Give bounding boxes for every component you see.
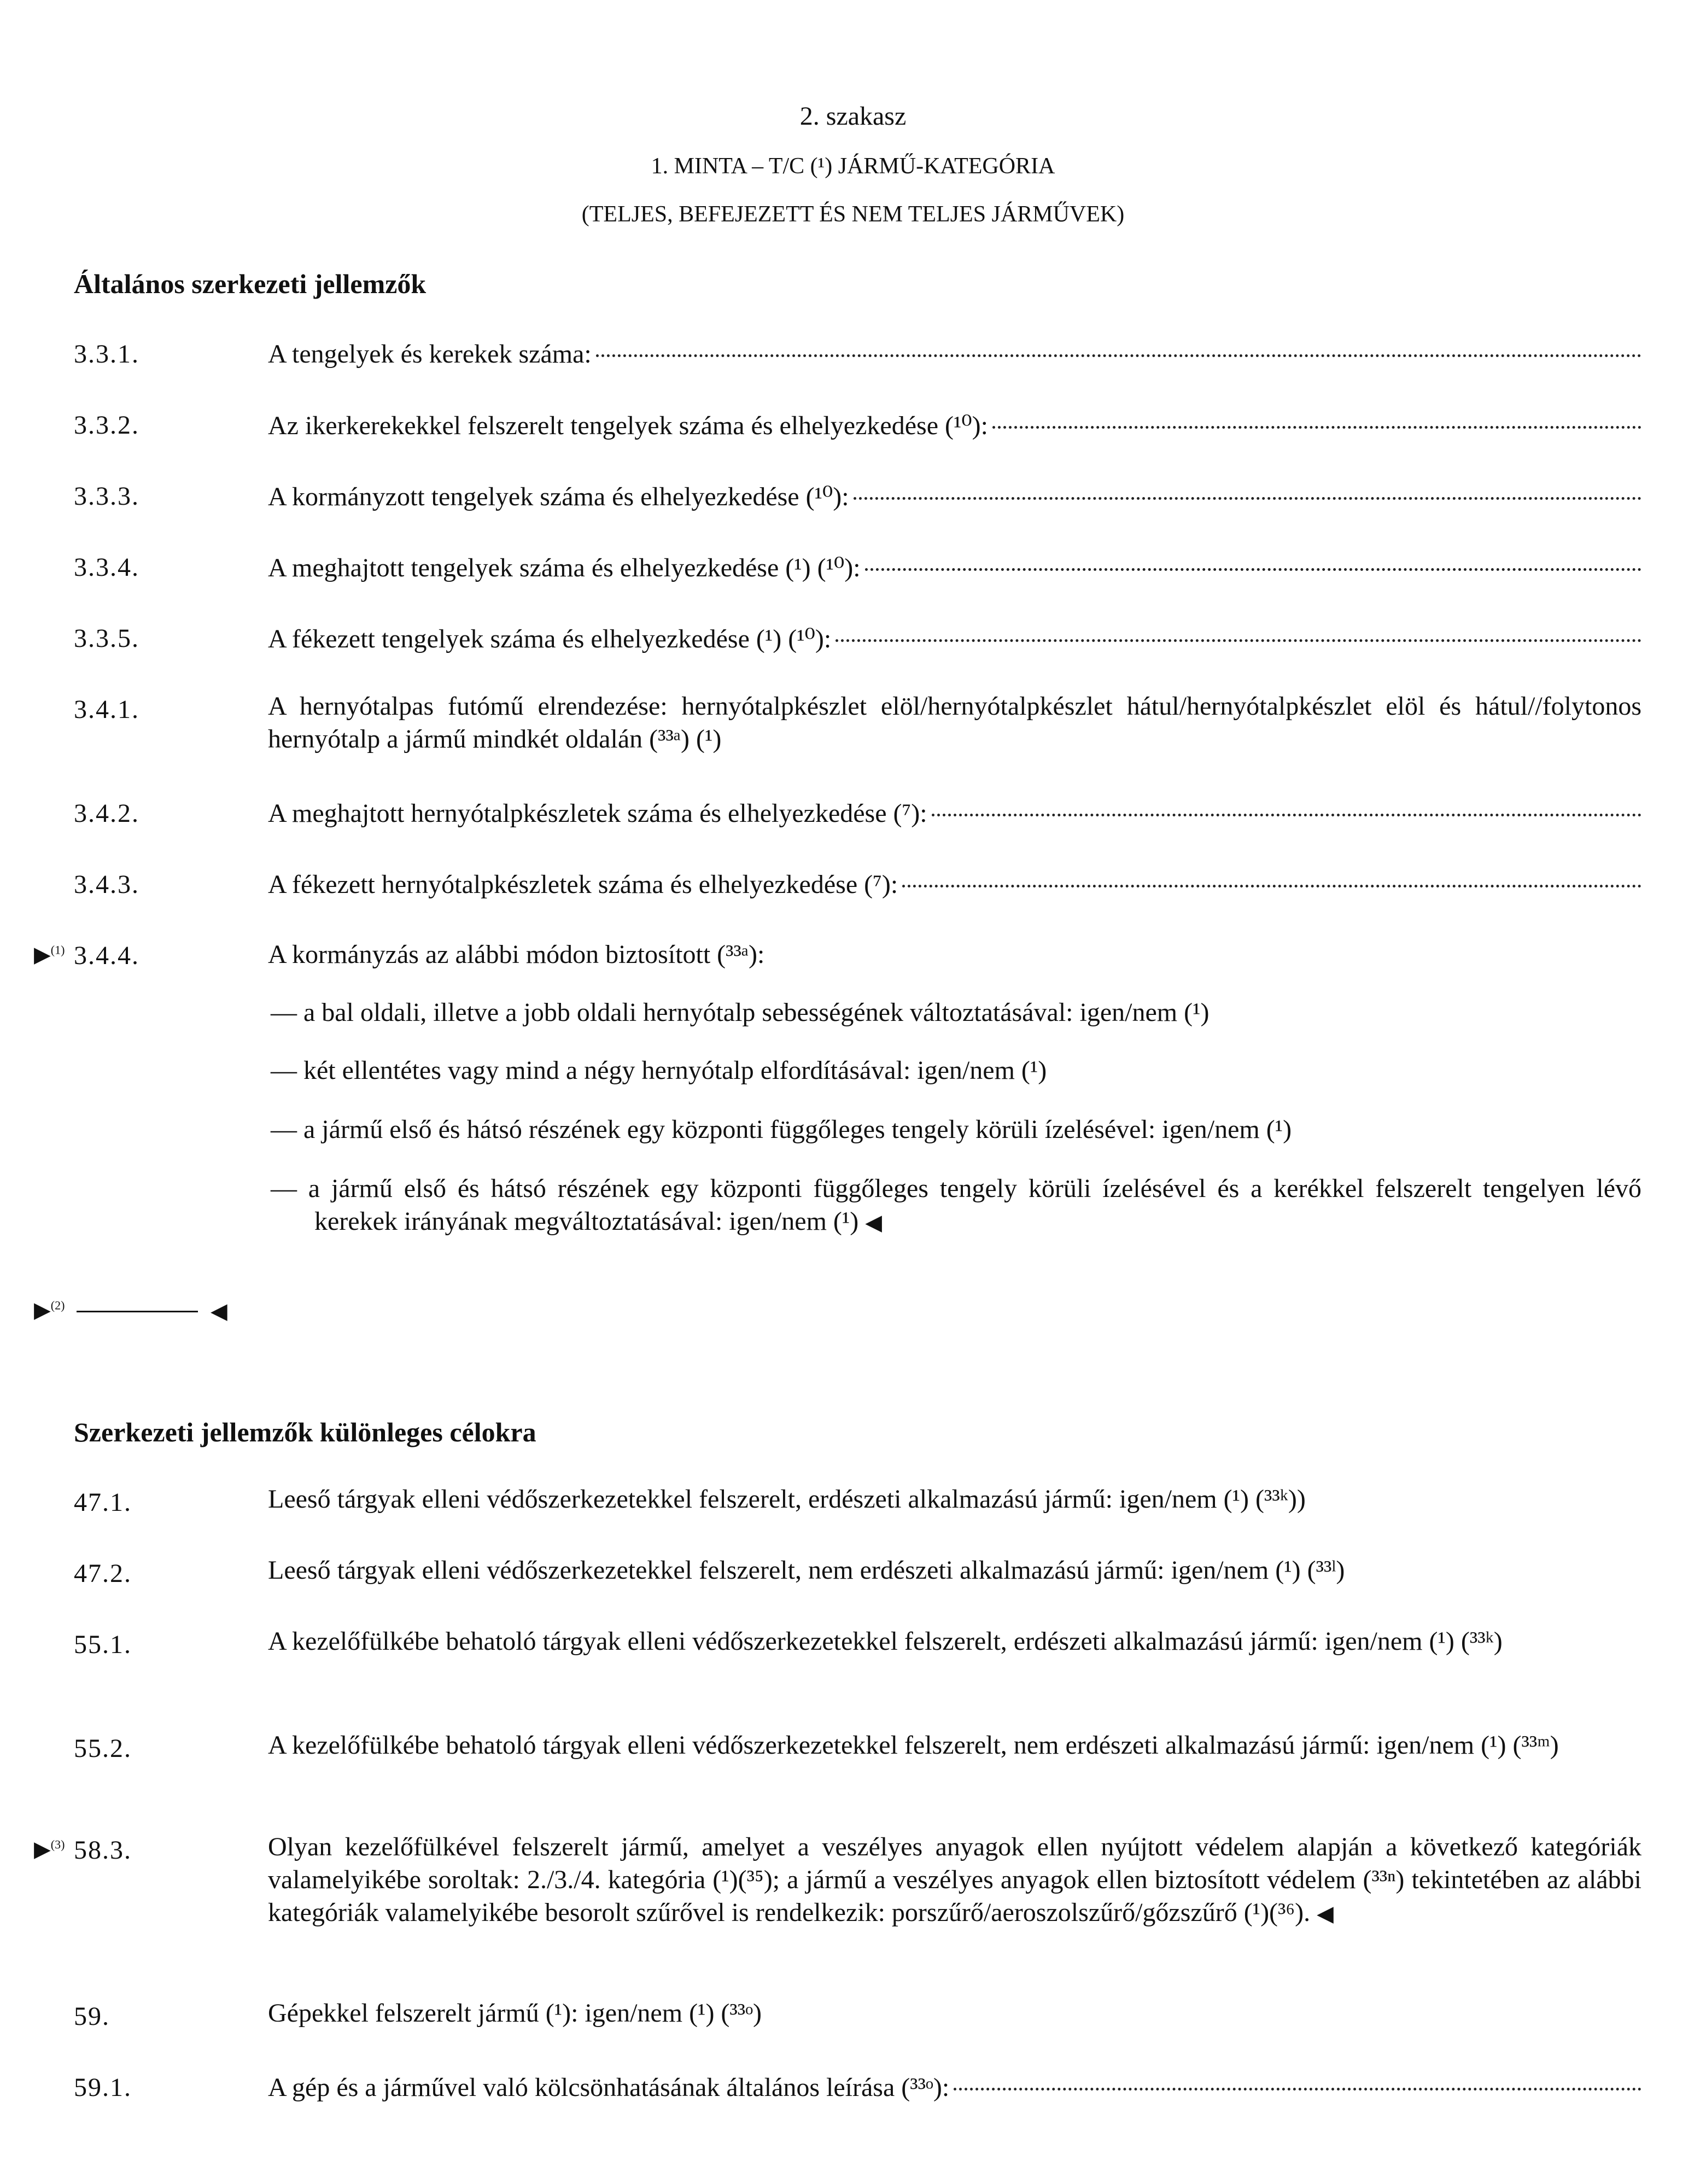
fill-dots [992,426,1641,429]
steering-option: — a jármű első és hátsó részének egy központi függőleges tengely körüli ízelésével: igen/nem (¹) [271,1115,1292,1144]
item-number: 59. [74,2002,110,2031]
item-text: A kormányzás az alábbi módon biztosított (³³ᵃ): [268,940,765,969]
item-text: A kezelőfülkébe behatoló tárgyak elleni védőszerkezetekkel felszerelt, nem erdészeti alkalmazású jármű: igen/nem (¹) (³³ᵐ) [268,1731,1559,1760]
item-number: 47.1. [74,1488,132,1517]
fill-dots [836,639,1641,642]
item-number: 3.3.4. [74,553,139,582]
item-number: 59.1. [74,2073,132,2102]
item-text: Leeső tárgyak elleni védőszerkezetekkel felszerelt, nem erdészeti alkalmazású jármű: igen/nem (¹) (³³ˡ) [268,1556,1345,1585]
item-text: Gépekkel felszerelt jármű (¹): igen/nem (¹) (³³ᵒ) [268,1999,762,2028]
fill-dots [932,814,1641,816]
amendment-end-arrow-icon: ◀ [865,1210,883,1235]
amendment-arrow-icon: ▶ [34,942,51,967]
item-number: 3.3.2. [74,411,139,440]
item-number: 47.2. [74,1559,132,1588]
item-text: A kezelőfülkébe behatoló tárgyak elleni védőszerkezetekkel felszerelt, erdészeti alkalmazású jármű: igen/nem (¹) (³³ᵏ) [268,1627,1503,1656]
fill-dots [596,354,1641,357]
fill-dots [902,885,1641,887]
item-line [268,552,1641,583]
item-number: 3.3.1. [74,340,139,369]
amendment-arrow-icon: ▶ [34,1298,51,1322]
item-number: 3.4.3. [74,870,139,899]
fill-dots [854,497,1641,500]
item-line [268,2072,1641,2103]
amendment-end-arrow-icon: ◀ [1317,1901,1334,1926]
item-number: 55.2. [74,1734,132,1763]
fill-dots [865,568,1641,571]
item-text: A tengelyek és kerekek száma: [268,340,592,369]
item-number: 58.3. [74,1836,132,1865]
item-line [268,410,1641,441]
item-text: A kormányzott tengelyek száma és elhelyezkedése (¹⁰): [268,482,849,511]
item-line [268,481,1641,512]
steering-option: — a bal oldali, illetve a jobb oldali hernyótalp sebességének változtatásával: igen/nem (¹) [271,998,1210,1027]
item-line [268,869,1641,900]
item-text: Leeső tárgyak elleni védőszerkezetekkel felszerelt, erdészeti alkalmazású jármű: igen/nem (¹) (³³ᵏ)) [268,1485,1306,1514]
amendment-marker: ▶$^{(2)}$ [34,1298,65,1322]
amendment-arrow-icon: ▶ [34,1837,51,1861]
fill-dots [954,2088,1641,2090]
item-text: Az ikerkerekekkel felszerelt tengelyek száma és elhelyezkedése (¹⁰): [268,411,988,440]
item-text: A hernyótalpas futómű elrendezése: hernyótalpkészlet elöl/hernyótalpkészlet hátul/hernyótalpkészlet elöl és hátul//folytonos hernyótalp a jármű mindkét oldalán (³³ᵃ) (¹) [268,692,1641,754]
item-line [268,798,1641,828]
item-number: 3.3.3. [74,482,139,511]
deleted-text-rule [77,1311,198,1312]
amendment-end-arrow-icon: ◀ [211,1299,227,1323]
item-text: A meghajtott tengelyek száma és elhelyezkedése (¹) (¹⁰): [268,553,861,582]
item-text: A meghajtott hernyótalpkészletek száma és elhelyezkedése (⁷): [268,799,927,828]
model-subtitle: (TELJES, BEFEJEZETT ÉS NEM TELJES JÁRMŰVEK) [581,202,1125,227]
section-heading: 2. szakasz [799,102,907,131]
model-title: 1. MINTA – T/C (¹) JÁRMŰ-KATEGÓRIA [651,154,1055,179]
amendment-marker: ▶$^{(3)}$ [34,1837,65,1861]
item-number: 3.4.2. [74,799,139,828]
item-number: 3.4.1. [74,695,139,724]
item-number: 3.3.5. [74,624,139,653]
item-line [268,623,1641,654]
section-title-special: Szerkezeti jellemzők különleges célokra [74,1417,536,1447]
item-text: A fékezett tengelyek száma és elhelyezkedése (¹) (¹⁰): [268,624,832,653]
item-number: 3.4.4. [74,941,139,970]
item-line [268,339,1641,369]
section-title-general: Általános szerkezeti jellemzők [74,268,426,299]
item-text: A gép és a járművel való kölcsönhatásának általános leírása (³³ᵒ): [268,2073,950,2102]
amendment-marker: ▶$^{(1)}$ [34,942,65,967]
item-text: Olyan kezelőfülkével felszerelt jármű, amelyet a veszélyes anyagok ellen nyújtott védelem alapján a következő kategóriák valamelyikébe soroltak: 2./3./4. kategória (¹)(³⁵); a jármű a veszélyes anyagok ellen biztosított védelem (³³ⁿ) tekintetében az alábbi kategóriák valamelyikébe besorolt szűrővel is rendelkezik: porszűrő/aeroszolszűrő/gőzszűrő (¹)(³⁶). ◀ [268,1832,1641,1927]
item-text: A fékezett hernyótalpkészletek száma és elhelyezkedése (⁷): [268,870,898,899]
steering-option: — a jármű első és hátsó részének egy központi függőleges tengely körüli ízelésével és a kerékkel felszerelt tengelyen lévő kerekek irányának megváltoztatásával: igen/nem (¹) ◀ [271,1174,1641,1236]
item-number: 55.1. [74,1630,132,1659]
steering-option: — két ellentétes vagy mind a négy hernyótalp elfordításával: igen/nem (¹) [271,1056,1047,1085]
